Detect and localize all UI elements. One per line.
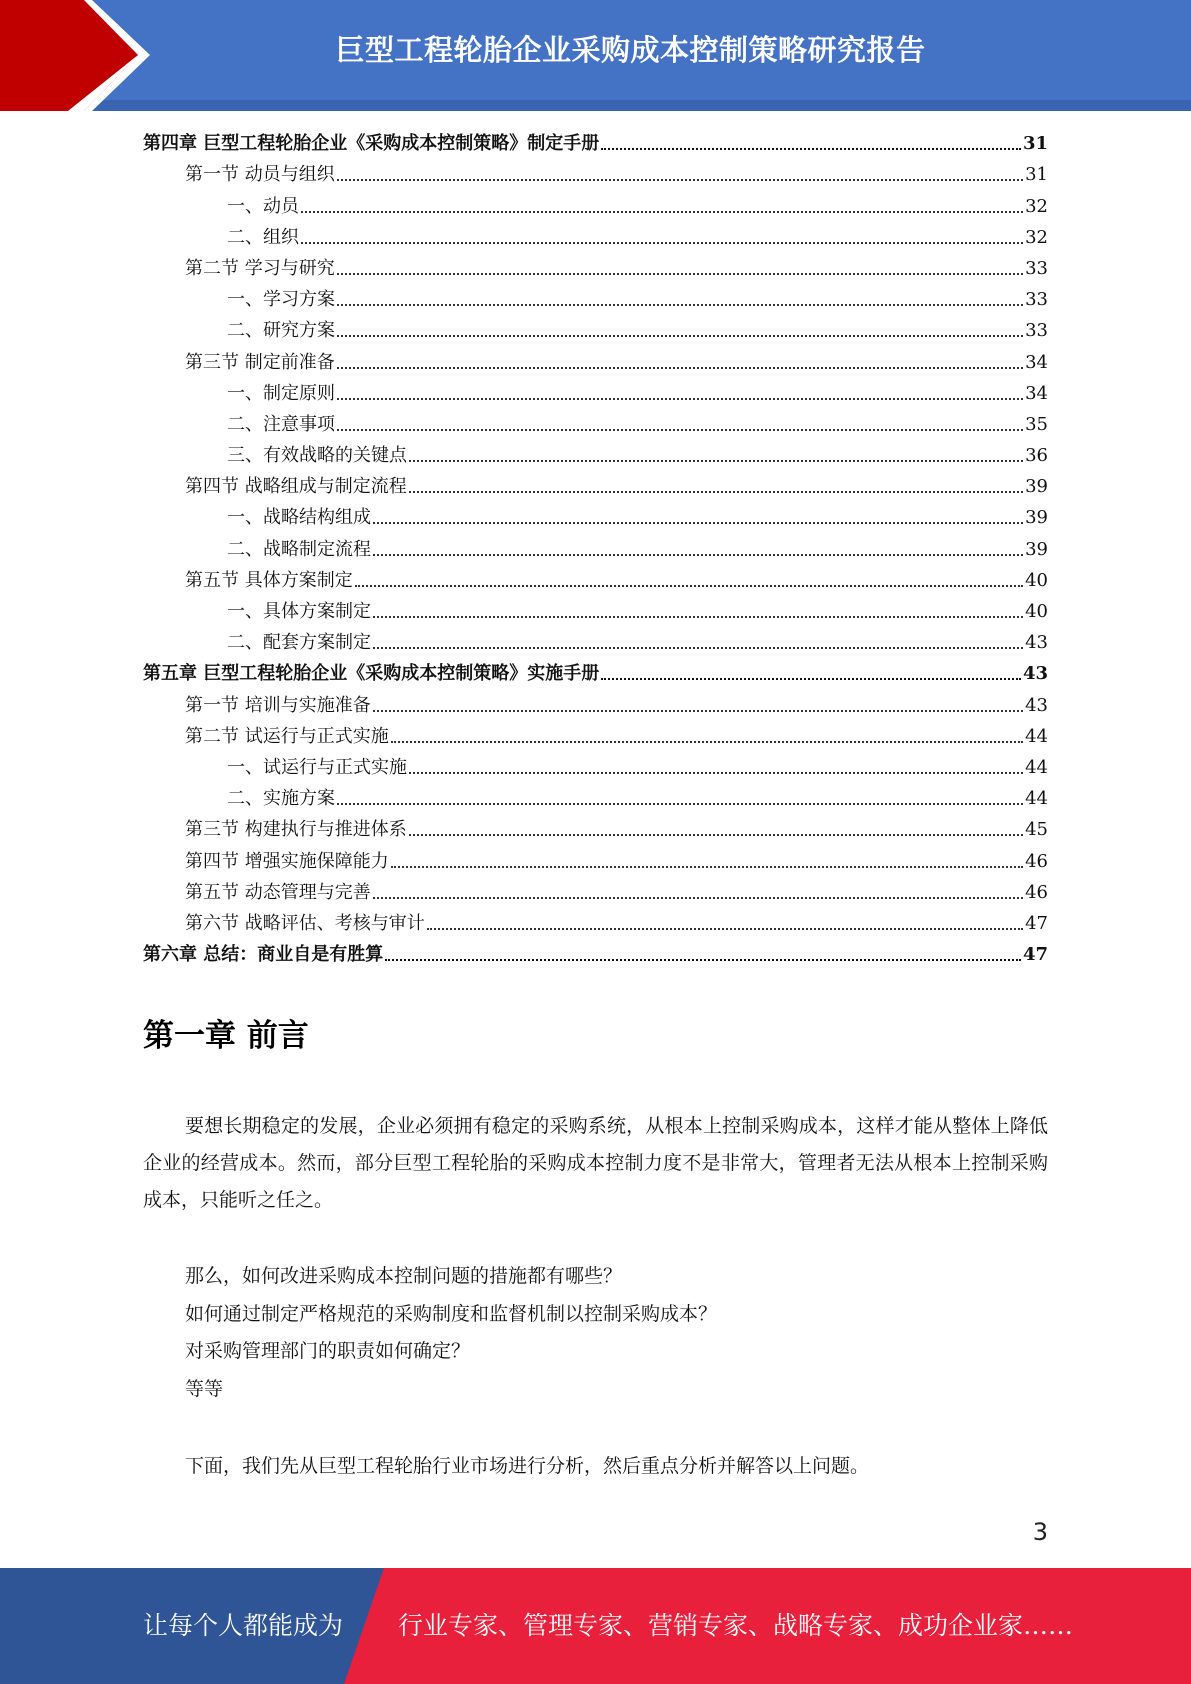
toc-entry-label: 第五节 动态管理与完善 xyxy=(185,881,371,903)
toc-entry[interactable] xyxy=(143,502,1048,533)
toc-leader-dots xyxy=(391,741,1023,743)
toc-entry-label: 第五章 巨型工程轮胎企业《采购成本控制策略》实施手册 xyxy=(143,663,600,685)
chapter-title: 第一章 前言 xyxy=(143,1018,309,1054)
toc-leader-dots xyxy=(427,928,1023,930)
toc-entry-page: 45 xyxy=(1025,819,1048,841)
toc-entry[interactable] xyxy=(143,908,1048,939)
toc-leader-dots xyxy=(409,772,1023,774)
toc-entry-page: 44 xyxy=(1025,725,1048,747)
footer-slogan-right: 行业专家、管理专家、营销专家、战略专家、成功企业家…… xyxy=(398,1611,1074,1640)
toc-entry-page: 47 xyxy=(1022,944,1048,966)
toc-leader-dots xyxy=(409,834,1023,836)
toc-entry-label: 二、实施方案 xyxy=(227,788,335,810)
toc-leader-dots xyxy=(355,585,1023,587)
toc-entry-label: 一、战略结构组成 xyxy=(227,507,371,529)
table-of-contents xyxy=(143,128,1048,970)
toc-entry-label: 第一节 培训与实施准备 xyxy=(185,694,371,716)
toc-entry-label: 一、试运行与正式实施 xyxy=(227,756,407,778)
toc-entry-label: 第三节 制定前准备 xyxy=(185,351,335,373)
closing-paragraph: 下面，我们先从巨型工程轮胎行业市场进行分析，然后重点分析并解答以上问题。 xyxy=(185,1455,870,1477)
toc-leader-dots xyxy=(385,959,1021,961)
toc-entry-label: 第二节 试运行与正式实施 xyxy=(185,725,389,747)
toc-entry-page: 33 xyxy=(1025,257,1048,279)
toc-entry-page: 39 xyxy=(1025,538,1048,560)
toc-entry[interactable] xyxy=(143,159,1048,190)
toc-entry-label: 第四章 巨型工程轮胎企业《采购成本控制策略》制定手册 xyxy=(143,133,600,155)
toc-leader-dots xyxy=(409,491,1023,493)
toc-entry[interactable] xyxy=(143,814,1048,845)
toc-entry-page: 44 xyxy=(1025,788,1048,810)
toc-entry-page: 43 xyxy=(1025,632,1048,654)
toc-entry-label: 一、动员 xyxy=(227,195,299,217)
toc-entry-label: 第四节 增强实施保障能力 xyxy=(185,850,389,872)
page-footer xyxy=(0,1568,1191,1684)
toc-entry-label: 第一节 动员与组织 xyxy=(185,164,335,186)
toc-entry[interactable] xyxy=(143,315,1048,346)
toc-entry-page: 46 xyxy=(1025,850,1048,872)
question-item: 对采购管理部门的职责如何确定？ xyxy=(185,1340,471,1362)
toc-entry[interactable] xyxy=(143,939,1048,970)
toc-entry[interactable] xyxy=(143,440,1048,471)
toc-leader-dots xyxy=(409,460,1023,462)
toc-leader-dots xyxy=(337,429,1023,431)
toc-entry[interactable] xyxy=(143,346,1048,377)
toc-leader-dots xyxy=(373,710,1023,712)
toc-entry[interactable] xyxy=(143,877,1048,908)
toc-entry-label: 二、组织 xyxy=(227,226,299,248)
toc-leader-dots xyxy=(373,647,1023,649)
toc-entry-page: 47 xyxy=(1025,912,1048,934)
toc-leader-dots xyxy=(337,304,1023,306)
toc-entry-label: 二、研究方案 xyxy=(227,320,335,342)
toc-entry-label: 第五节 具体方案制定 xyxy=(185,569,353,591)
toc-entry-page: 39 xyxy=(1025,476,1048,498)
toc-entry[interactable] xyxy=(143,596,1048,627)
report-title: 巨型工程轮胎企业采购成本控制策略研究报告 xyxy=(335,33,926,67)
toc-entry[interactable] xyxy=(143,284,1048,315)
toc-leader-dots xyxy=(601,148,1021,150)
page-number: 3 xyxy=(1032,1518,1048,1546)
toc-entry[interactable] xyxy=(143,845,1048,876)
toc-entry[interactable] xyxy=(143,378,1048,409)
toc-entry-page: 31 xyxy=(1025,164,1048,186)
toc-leader-dots xyxy=(337,398,1023,400)
toc-entry-page: 44 xyxy=(1025,756,1048,778)
toc-entry-page: 32 xyxy=(1025,195,1048,217)
toc-entry-label: 第六节 战略评估、考核与审计 xyxy=(185,912,425,934)
toc-entry-page: 43 xyxy=(1025,694,1048,716)
toc-entry-label: 一、具体方案制定 xyxy=(227,601,371,622)
toc-leader-dots xyxy=(301,211,1023,213)
toc-entry-label: 二、注意事项 xyxy=(227,413,335,435)
question-item: 那么，如何改进采购成本控制问题的措施都有哪些？ xyxy=(185,1265,623,1287)
toc-entry-page: 31 xyxy=(1022,133,1048,155)
toc-entry[interactable] xyxy=(143,471,1048,502)
toc-entry-page: 43 xyxy=(1022,663,1048,685)
toc-leader-dots xyxy=(373,616,1023,618)
question-item: 等等 xyxy=(185,1377,224,1400)
toc-entry[interactable] xyxy=(143,222,1048,253)
toc-entry[interactable] xyxy=(143,752,1048,783)
toc-entry-label: 二、配套方案制定 xyxy=(227,632,371,654)
toc-leader-dots xyxy=(337,179,1023,181)
toc-entry[interactable] xyxy=(143,689,1048,720)
toc-leader-dots xyxy=(337,273,1023,275)
toc-entry-page: 32 xyxy=(1025,226,1048,248)
toc-entry-page: 46 xyxy=(1025,881,1048,903)
toc-leader-dots xyxy=(601,678,1021,680)
toc-entry-label: 一、制定原则 xyxy=(227,382,335,404)
toc-entry-page: 36 xyxy=(1025,445,1048,467)
toc-entry-label: 二、战略制定流程 xyxy=(227,538,371,560)
toc-entry-label: 第二节 学习与研究 xyxy=(185,257,335,279)
toc-entry-page: 34 xyxy=(1025,382,1048,404)
toc-entry-page: 35 xyxy=(1025,413,1048,435)
toc-entry-label: 第四节 战略组成与制定流程 xyxy=(185,476,407,498)
toc-leader-dots xyxy=(337,367,1023,369)
toc-leader-dots xyxy=(391,866,1023,868)
toc-entry-page: 33 xyxy=(1025,289,1048,311)
toc-entry[interactable] xyxy=(143,190,1048,221)
toc-entry-label: 第三节 构建执行与推进体系 xyxy=(185,819,407,841)
toc-entry-page: 39 xyxy=(1025,507,1048,529)
toc-entry-label: 一、学习方案 xyxy=(227,289,335,311)
toc-entry-page: 40 xyxy=(1025,569,1048,591)
toc-entry-label: 第六章 总结：商业自是有胜算 xyxy=(143,944,384,966)
toc-entry[interactable] xyxy=(143,783,1048,814)
toc-leader-dots xyxy=(301,242,1023,244)
toc-entry[interactable] xyxy=(143,128,1048,159)
toc-entry[interactable] xyxy=(143,721,1048,752)
page-header xyxy=(0,0,1191,111)
toc-leader-dots xyxy=(373,522,1023,524)
toc-leader-dots xyxy=(373,554,1023,556)
toc-leader-dots xyxy=(373,897,1023,899)
toc-entry-label: 三、有效战略的关键点 xyxy=(227,445,407,467)
toc-leader-dots xyxy=(337,803,1023,805)
question-item: 如何通过制定严格规范的采购制度和监督机制以控制采购成本？ xyxy=(185,1302,718,1325)
footer-slogan-left: 让每个人都能成为 xyxy=(143,1611,344,1640)
question-list xyxy=(143,1258,1048,1408)
intro-paragraph: 要想长期稳定的发展，企业必须拥有稳定的采购系统，从根本上控制采购成本，这样才能从整体上降低企业的经营成本。然而，部分巨型工程轮胎的采购成本控制力度不是非常大，管理者无法从根本上控制采购成本，只能听之任之。 xyxy=(143,1115,1048,1211)
toc-entry-page: 33 xyxy=(1025,320,1048,342)
toc-entry[interactable] xyxy=(143,253,1048,284)
toc-entry[interactable] xyxy=(143,627,1048,658)
toc-entry-page: 34 xyxy=(1025,351,1048,373)
toc-entry[interactable] xyxy=(143,565,1048,596)
toc-entry-page: 40 xyxy=(1025,601,1048,622)
toc-entry[interactable] xyxy=(143,409,1048,440)
toc-leader-dots xyxy=(337,335,1023,337)
toc-entry[interactable] xyxy=(143,658,1048,689)
toc-entry[interactable] xyxy=(143,533,1048,564)
